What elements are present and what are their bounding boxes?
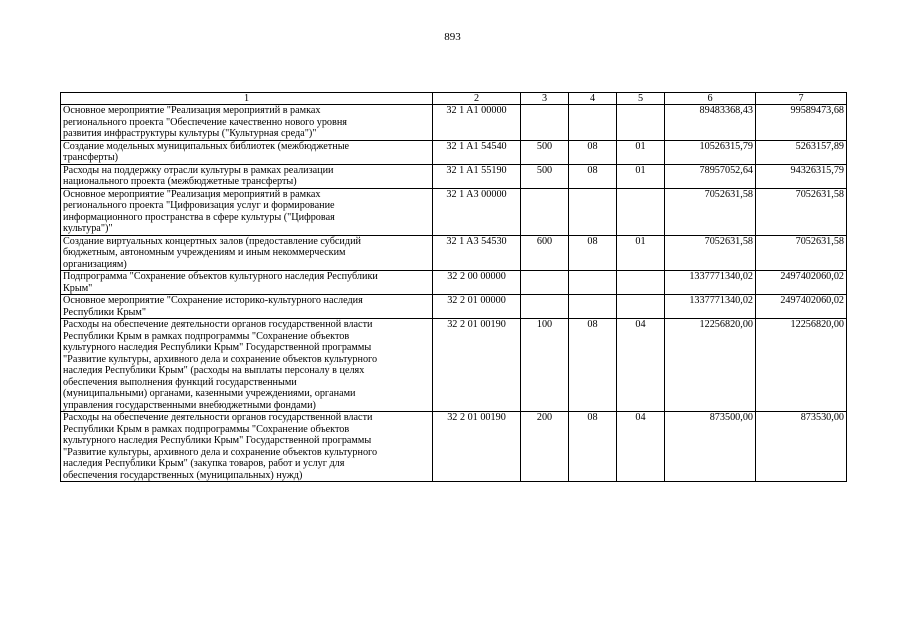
budget-table: [60, 92, 847, 482]
description-cell: Расходы на поддержку отрасли культуры в рамках реализации национального проекта (межбюджетные трансферты): [61, 164, 433, 188]
amount7-cell: 5263157,89: [756, 140, 847, 164]
description-cell: Расходы на обеспечение деятельности органов государственной власти Республики Крым в рамках подпрограммы "Сохранение объектов культурного наследия Республики Крым" Государственной программы "Развитие культуры, архивного дела и сохранение объектов культурного наследия Республики Крым" (закупка товаров, работ и услуг для обеспечения государственных (муниципальных) нужд): [61, 412, 433, 482]
header-cell: 5: [617, 93, 665, 105]
amount7-cell: 7052631,58: [756, 188, 847, 235]
col5-cell: 01: [617, 235, 665, 271]
amount6-cell: 10526315,79: [665, 140, 756, 164]
amount7-cell: 12256820,00: [756, 319, 847, 412]
description-cell: Основное мероприятие "Реализация мероприятий в рамках регионального проекта "Цифровизация услуг и формирование информационного пространства в сфере культуры ("Цифровая культура")": [61, 188, 433, 235]
code-cell: 32 2 00 00000: [433, 271, 521, 295]
code-cell: 32 2 01 00000: [433, 295, 521, 319]
amount7-cell: 2497402060,02: [756, 295, 847, 319]
code-cell: 32 2 01 00190: [433, 412, 521, 482]
header-row: [61, 93, 847, 105]
col3-cell: [521, 188, 569, 235]
table-row: [61, 105, 847, 141]
description-cell: Подпрограмма "Сохранение объектов культурного наследия Республики Крым": [61, 271, 433, 295]
col3-cell: 500: [521, 140, 569, 164]
code-cell: 32 2 01 00190: [433, 319, 521, 412]
amount7-cell: 7052631,58: [756, 235, 847, 271]
col5-cell: [617, 271, 665, 295]
col4-cell: [569, 105, 617, 141]
header-cell: 4: [569, 93, 617, 105]
table-row: [61, 295, 847, 319]
amount7-cell: 99589473,68: [756, 105, 847, 141]
table-row: [61, 188, 847, 235]
col3-cell: [521, 295, 569, 319]
table-row: [61, 271, 847, 295]
amount6-cell: 89483368,43: [665, 105, 756, 141]
description-cell: Расходы на обеспечение деятельности органов государственной власти Республики Крым в рамках подпрограммы "Сохранение объектов культурного наследия Республики Крым" Государственной программы "Развитие культуры, архивного дела и сохранение объектов культурного наследия Республики Крым" (расходы на выплаты персоналу в целях обеспечения выполнения функций государственными (муниципальными) органами, казенными учреждениями, органами управления государственными внебюджетными фондами): [61, 319, 433, 412]
table-row: [61, 235, 847, 271]
table-row: [61, 412, 847, 482]
description-cell: Основное мероприятие "Сохранение историко-культурного наследия Республики Крым": [61, 295, 433, 319]
col4-cell: 08: [569, 164, 617, 188]
amount6-cell: 12256820,00: [665, 319, 756, 412]
amount7-cell: 2497402060,02: [756, 271, 847, 295]
table-row: [61, 164, 847, 188]
col3-cell: 200: [521, 412, 569, 482]
amount6-cell: 78957052,64: [665, 164, 756, 188]
col4-cell: [569, 188, 617, 235]
page-number: 893: [444, 31, 461, 43]
amount6-cell: 1337771340,02: [665, 295, 756, 319]
description-cell: Основное мероприятие "Реализация мероприятий в рамках регионального проекта "Обеспечение качественно нового уровня развития инфраструктуры культуры ("Культурная среда")": [61, 105, 433, 141]
code-cell: 32 1 A3 00000: [433, 188, 521, 235]
table-row: [61, 319, 847, 412]
amount7-cell: 94326315,79: [756, 164, 847, 188]
header-cell: 1: [61, 93, 433, 105]
col4-cell: [569, 295, 617, 319]
col5-cell: 04: [617, 319, 665, 412]
code-cell: 32 1 A3 54530: [433, 235, 521, 271]
col3-cell: [521, 105, 569, 141]
col4-cell: 08: [569, 235, 617, 271]
amount6-cell: 873500,00: [665, 412, 756, 482]
amount6-cell: 1337771340,02: [665, 271, 756, 295]
header-cell: 6: [665, 93, 756, 105]
col5-cell: [617, 295, 665, 319]
col3-cell: [521, 271, 569, 295]
code-cell: 32 1 A1 54540: [433, 140, 521, 164]
col3-cell: 600: [521, 235, 569, 271]
code-cell: 32 1 A1 55190: [433, 164, 521, 188]
col4-cell: [569, 271, 617, 295]
table-row: [61, 140, 847, 164]
amount7-cell: 873530,00: [756, 412, 847, 482]
code-cell: 32 1 A1 00000: [433, 105, 521, 141]
col5-cell: [617, 105, 665, 141]
col5-cell: 04: [617, 412, 665, 482]
col4-cell: 08: [569, 140, 617, 164]
amount6-cell: 7052631,58: [665, 235, 756, 271]
description-cell: Создание модельных муниципальных библиотек (межбюджетные трансферты): [61, 140, 433, 164]
header-cell: 2: [433, 93, 521, 105]
header-cell: 7: [756, 93, 847, 105]
col5-cell: [617, 188, 665, 235]
col4-cell: 08: [569, 412, 617, 482]
col3-cell: 500: [521, 164, 569, 188]
header-cell: 3: [521, 93, 569, 105]
col4-cell: 08: [569, 319, 617, 412]
amount6-cell: 7052631,58: [665, 188, 756, 235]
col5-cell: 01: [617, 164, 665, 188]
col5-cell: 01: [617, 140, 665, 164]
description-cell: Создание виртуальных концертных залов (предоставление субсидий бюджетным, автономным учреждениям и иным некоммерческим организациям): [61, 235, 433, 271]
col3-cell: 100: [521, 319, 569, 412]
